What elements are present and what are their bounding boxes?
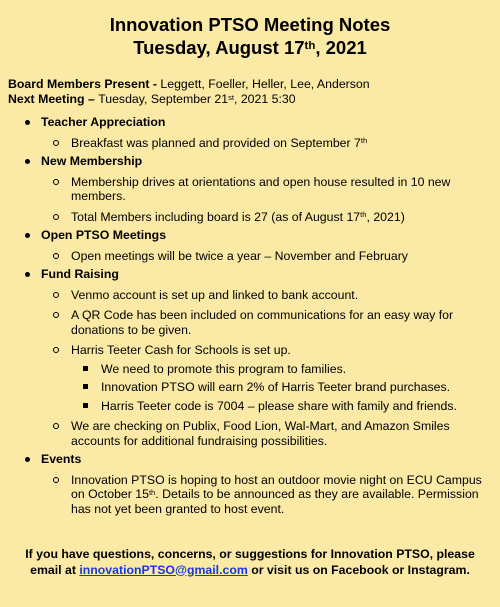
page-title xyxy=(8,0,492,59)
next-meeting-time: , 2021 5:30 xyxy=(234,92,296,106)
contact-footer xyxy=(8,547,492,578)
list-item xyxy=(41,136,484,151)
square-bullet-icon xyxy=(83,403,88,408)
section-heading: Open PTSO Meetings xyxy=(41,228,167,242)
item-text: Membership drives at orientations and open house resulted in 10 new members. xyxy=(71,174,451,203)
circle-bullet-icon xyxy=(53,253,59,259)
section-heading: Teacher Appreciation xyxy=(41,115,166,129)
next-meeting-date: Tuesday, September 21 xyxy=(98,92,229,106)
circle-bullet-icon xyxy=(53,179,59,185)
sub-list-item xyxy=(71,362,484,377)
next-meeting-label: Next Meeting – xyxy=(8,92,99,106)
list-item xyxy=(41,473,484,517)
title-year: , 2021 xyxy=(315,37,367,58)
item-text: Innovation PTSO will earn 2% of Harris Teeter brand purchases. xyxy=(101,380,451,394)
section-fund-raising xyxy=(8,267,492,448)
item-text: Innovation PTSO is hoping to host an outdoor movie night on ECU Campus on October 15 xyxy=(71,472,482,501)
list-item xyxy=(41,210,484,225)
board-members-line xyxy=(8,77,492,92)
section-heading: Events xyxy=(41,452,82,466)
section-events xyxy=(8,452,492,516)
section-new-membership xyxy=(8,154,492,224)
bullet-icon xyxy=(25,159,30,164)
item-text-suffix: th xyxy=(360,136,368,146)
sub-list-item xyxy=(71,399,484,414)
section-heading: Fund Raising xyxy=(41,267,119,281)
section-open-meetings xyxy=(8,228,492,263)
item-text: Open meetings will be twice a year – November and February xyxy=(71,248,408,263)
item-text: We need to promote this program to families. xyxy=(101,361,347,376)
item-text-end: , 2021) xyxy=(366,209,405,224)
bullet-icon xyxy=(25,457,30,462)
item-text-end: . Details to be announced as they are available. Permission has not yet been granted to host event. xyxy=(71,487,479,516)
email-link[interactable]: innovationPTSO@gmail.com xyxy=(79,562,248,577)
item-text: Venmo account is set up and linked to bank account. xyxy=(71,287,359,302)
bullet-icon xyxy=(25,272,30,277)
item-text: A QR Code has been included on communications for an easy way for donations to be given. xyxy=(71,308,454,337)
sub-list-item xyxy=(71,380,484,395)
item-text: Harris Teeter code is 7004 – please share with family and friends. xyxy=(101,398,457,413)
circle-bullet-icon xyxy=(53,423,59,429)
item-text-suffix: th xyxy=(360,210,367,220)
footer-text-end: or visit us on Facebook or Instagram. xyxy=(247,562,470,577)
circle-bullet-icon xyxy=(53,477,59,483)
footer-text: If you have questions, concerns, or suggestions for Innovation PTSO, please email at xyxy=(25,547,475,577)
section-teacher-appreciation xyxy=(8,115,492,150)
square-bullet-icon xyxy=(83,384,88,389)
item-text: We are checking on Publix, Food Lion, Wal-Mart, and Amazon Smiles accounts for additional fundraising possibilities. xyxy=(71,419,450,448)
bullet-icon xyxy=(25,233,30,238)
meeting-meta xyxy=(8,77,492,107)
title-date: Tuesday, August 17 xyxy=(133,37,305,58)
item-text: Harris Teeter Cash for Schools is set up. xyxy=(71,343,291,357)
item-text: Breakfast was planned and provided on September 7 xyxy=(71,135,361,150)
title-line-2 xyxy=(133,37,367,58)
section-heading: New Membership xyxy=(41,154,143,168)
title-line-1: Innovation PTSO Meeting Notes xyxy=(109,14,391,35)
list-item xyxy=(41,343,484,413)
notes-list xyxy=(8,115,492,516)
board-members-label: Board Members Present - xyxy=(8,77,161,91)
item-text-suffix: th xyxy=(148,487,156,497)
circle-bullet-icon xyxy=(53,347,59,353)
list-item xyxy=(41,175,484,204)
next-meeting-line xyxy=(8,92,492,107)
list-item xyxy=(41,308,484,337)
circle-bullet-icon xyxy=(53,140,59,146)
item-text: Total Members including board is 27 (as of August 17 xyxy=(71,209,361,224)
list-item xyxy=(41,249,484,264)
square-bullet-icon xyxy=(83,366,88,371)
next-meeting-date-suffix: st xyxy=(228,92,234,102)
board-members-value: Leggett, Foeller, Heller, Lee, Anderson xyxy=(160,77,370,91)
circle-bullet-icon xyxy=(53,312,59,318)
list-item xyxy=(41,288,484,303)
circle-bullet-icon xyxy=(53,292,59,298)
list-item xyxy=(41,419,484,448)
circle-bullet-icon xyxy=(53,214,59,220)
bullet-icon xyxy=(25,120,30,125)
title-date-suffix: th xyxy=(304,39,316,52)
